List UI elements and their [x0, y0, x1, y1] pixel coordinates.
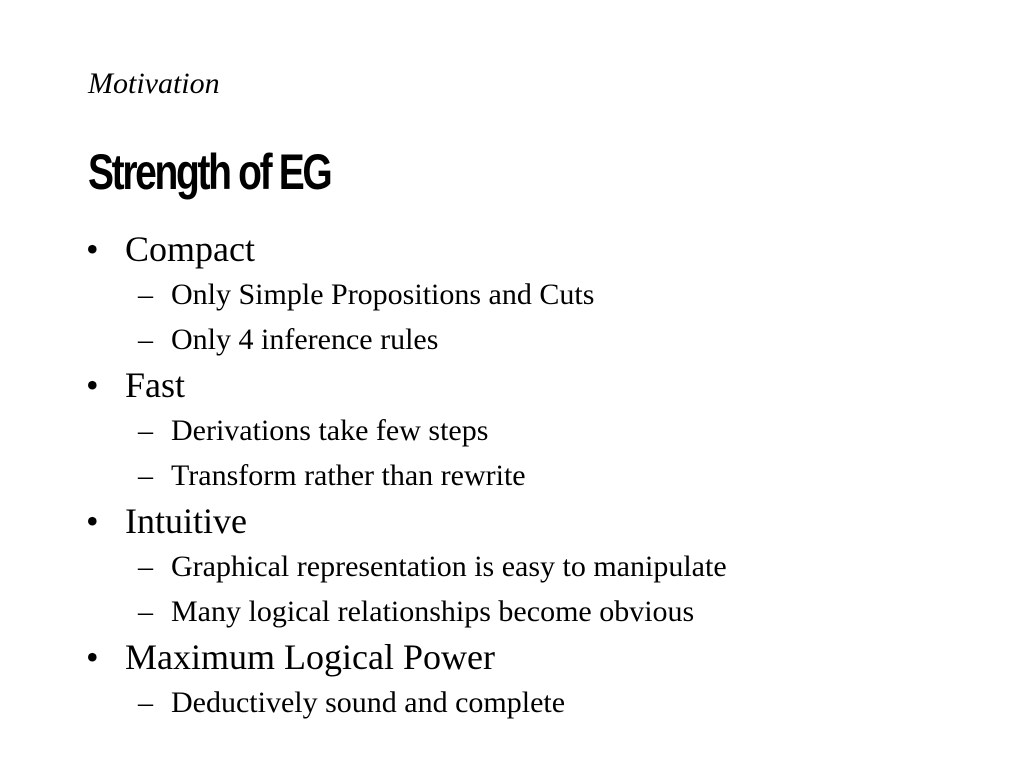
sub-bullet-item: [0, 272, 1024, 317]
bullet-marker: •: [86, 501, 99, 541]
sub-bullet-label: Graphical representation is easy to manipulate: [171, 550, 727, 583]
bullet-item: [0, 498, 1024, 544]
bullet-item: [0, 362, 1024, 408]
sub-bullet-marker: –: [138, 550, 153, 583]
sub-bullet-label: Only 4 inference rules: [171, 323, 439, 356]
sub-bullet-item: [0, 317, 1024, 362]
slide-title: Strength of EG: [88, 144, 331, 200]
bullet-marker: •: [86, 637, 99, 677]
sub-bullet-item: [0, 680, 1024, 725]
sub-bullet-item: [0, 453, 1024, 498]
sub-bullet-label: Derivations take few steps: [171, 414, 489, 447]
bullet-item: [0, 226, 1024, 272]
bullet-list: [0, 226, 1024, 725]
bullet-item: [0, 634, 1024, 680]
sub-bullet-marker: –: [138, 278, 153, 311]
sub-bullet-label: Deductively sound and complete: [171, 686, 566, 719]
sub-bullet-marker: –: [138, 323, 153, 356]
sub-bullet-marker: –: [138, 686, 153, 719]
sub-bullet-label: Only Simple Propositions and Cuts: [171, 278, 595, 311]
sub-bullet-item: [0, 544, 1024, 589]
bullet-marker: •: [86, 229, 99, 269]
sub-bullet-label: Many logical relationships become obvious: [171, 595, 695, 628]
bullet-label: Compact: [125, 229, 255, 269]
sub-bullet-item: [0, 408, 1024, 453]
bullet-label: Maximum Logical Power: [125, 637, 495, 677]
sub-bullet-marker: –: [138, 459, 153, 492]
bullet-marker: •: [86, 365, 99, 405]
sub-bullet-marker: –: [138, 595, 153, 628]
bullet-label: Fast: [125, 365, 186, 405]
section-label: Motivation: [88, 67, 220, 100]
sub-bullet-marker: –: [138, 414, 153, 447]
sub-bullet-item: [0, 589, 1024, 634]
sub-bullet-label: Transform rather than rewrite: [171, 459, 526, 492]
bullet-label: Intuitive: [125, 501, 247, 541]
